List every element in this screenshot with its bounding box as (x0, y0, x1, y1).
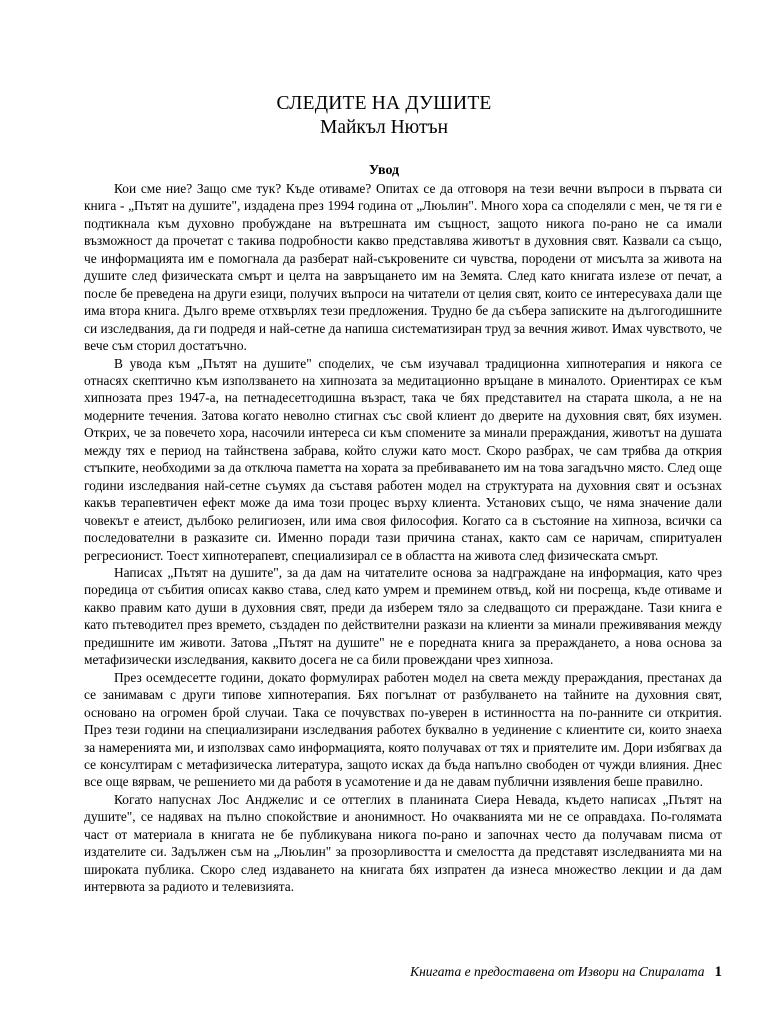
paragraph: През осемдесетте години, докато формулирах работен модел на света между прераждания, престанах да се занимавам с други типове хипнотерапия. Бях погълнат от разбулването на тайните на духовния свят, основано на огромен брой случаи. Така се почувствах по-уверен в истинността на по-ранните си открития. През тези години на специализирани изследвания работех буквално в уединение с клиентите си, които знаеха за намеренията ми, и използвах само информацията, която получавах от тях и приятелите им. Дори избягвах да се консултирам с метафизическа литература, защото исках да бъда напълно свободен от чужди влияния. Днес все още вярвам, че решението ми да работя в усамотение и да не давам публични изявления беше правилно. (84, 669, 722, 790)
page-number: 1 (714, 964, 722, 980)
body-text (84, 180, 722, 896)
section-heading: Увод (368, 163, 400, 178)
title-block (0, 92, 768, 140)
paragraph: Кои сме ние? Защо сме тук? Къде отиваме? Опитах се да отговоря на тези вечни въпроси в първата си книга - „Пътят на душите", издадена през 1994 година от „Люьлин". Много хора са споделяли с мен, че тя ги е подтикнала към духовно пробуждане на вътрешната им същност, защото никога по-рано не са имали възможност да прочетат с такива подробности какво представлява животът в духовния свят. Казвали са също, че информацията им е помогнала да разберат най-съкровените си чувства, породени от мисълта за живота на душите след физическата смърт и целта на завръщането им на Земята. След като книгата излезе от печат, а после бе преведена на други езици, получих въпроси на читатели от целия свят, които се интересуваха дали ще има втора книга. Дълго време отхвърлях тези предложения. Трудно бе да събера записките на дългогодишните си изследвания, да ги подредя и най-сетне да напиша систематизиран труд за вечния живот. Имах чувството, че вече съм сторил достатъчно. (84, 181, 722, 354)
paragraph: В увода към „Пътят на душите" споделих, че съм изучавал традиционна хипнотерапия и някога се отнасях скептично към използването на хипнозата за медитационно връщане в миналото. Ориентирах се към хипнозата през 1947-а, на петнадесетгодишна възраст, така че бях представител на старата школа, а не на модерните течения. Затова когато неволно стигнах със свой клиент до дверите на духовния свят, бях изумен. Открих, че за повечето хора, насочили интереса си към спомените за минали прераждания, животът на душата между тях е период на тайнствена забрава, който служи като мост. Скоро разбрах, че сам трябва да открия стъпките, необходими за да отключа паметта на хората за пребиваването им на това загадъчно място. След още години изследвания най-сетне съумях да съставя работен модел на структурата на духовния свят и осъзнах какъв терапевтичен ефект може да има този процес върху клиента. Установих също, че няма значение дали човекът е атеист, дълбоко религиозен, или има своя философия. Когато са в състояние на хипноза, всички са последователни в разказите си. Именно поради тази причина станах, както сам се наричам, спиритуален регресионист. Тоест хипнотерапевт, специализирал се в областта на живота след физическата смърт. (84, 355, 722, 563)
footer-credit: Книгата е предоставена от Извори на Спиралата (410, 964, 705, 979)
document-title: СЛЕДИТЕ НА ДУШИТЕ (276, 93, 492, 114)
paragraph: Когато напуснах Лос Анджелис и се оттеглих в планината Сиера Невада, където написах „Пътят на душите", се надявах на пълно спокойствие и анонимност. Но очакванията ми не се оправдаха. По-голямата част от материала в книгата не бе публикувана никога по-рано и започнах често да получавам писма от издателите си. Задължен съм на „Люьлин" за прозорливостта и смелостта да представят изследванията ми на широката публика. Скоро след издаването на книгата бях изпратен да изнеса множество лекции и да дам интервюта за радиото и телевизията. (84, 791, 722, 895)
paragraph: Написах „Пътят на душите", за да дам на читателите основа за надграждане на информация, като чрез поредица от събития описах какво става, след като умрем и преминем отвъд, кой ни посреща, къде отиваме и какво правим като души в духовния свят, преди да изберем тяло за следващото си прераждане. Тази книга е като пътеводител през времето, създаден по действителни разкази на клиенти за минали преживявания между предишните им животи. Затова „Пътят на душите" не е поредната книга за прераждането, а нова основа за метафизически изследвания, каквито досега не са били провеждани чрез хипноза. (84, 564, 722, 668)
page-footer (0, 962, 722, 982)
document-author: Майкъл Нютън (319, 117, 449, 138)
